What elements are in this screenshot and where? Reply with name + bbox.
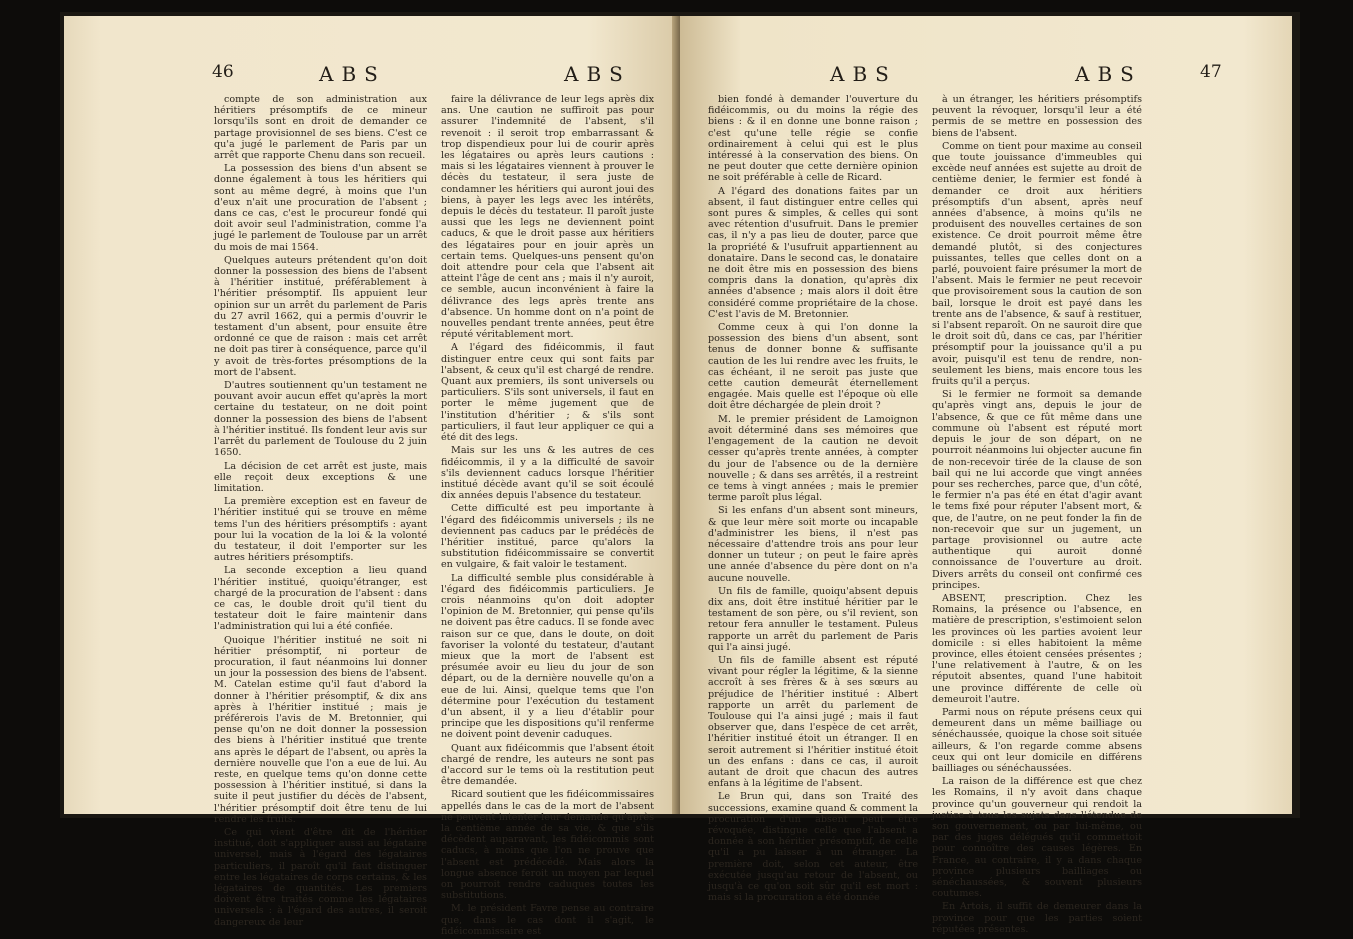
paragraph: Un fils de famille, quoiqu'absent depuis dix ans, doit être institué héritier par le testament de son père, ou s'il revient, son retour fera annuller le testament. Puleus rapporte un arrêt du parlement de Paris qui l'a ainsi jugé.	[708, 585, 918, 653]
paragraph: Quant aux fidéicommis que l'absent étoit chargé de rendre, les auteurs ne sont pas d'accord sur le tems où la restitution peut être demandée.	[441, 742, 654, 788]
right-page	[680, 16, 1292, 935]
text-column-1	[708, 94, 918, 937]
paragraph: La possession des biens d'un absent se donne également à tous les héritiers qui sont au même degré, à moins que l'un d'eux n'ait une procuration de l'absent ; dans ce cas, c'est le procureur fondé qui doit avoir seul l'administration, comme l'a jugé le parlement de Toulouse par un arrêt du mois de mai 1564.	[214, 163, 427, 253]
paragraph: bien fondé à demander l'ouverture du fidéicommis, ou du moins la régie des biens : & il en donne une bonne raison ; c'est qu'une telle régie se confie ordinairement à celui qui est le plus intéressé à la conservation des biens. On ne peut douter que cette dernière opinion ne soit préférable à celle de Ricard.	[708, 94, 918, 184]
paragraph: A l'égard des fidéicommis, il faut distinguer entre ceux qui sont faits par l'absent, & ceux qu'il est chargé de rendre. Quant aux premiers, ils sont universels ou particuliers. S'ils sont universels, il faut en porter le même jugement que de l'institution d'héritier ; & s'ils sont particuliers, il faut leur appliquer ce qui a été dit des legs.	[441, 342, 654, 444]
paragraph: Un fils de famille absent est réputé vivant pour régler la légitime, & la sienne accroît à ses frères & à ses sœurs au préjudice de l'héritier institué : Albert rapporte un arrêt du parlement de Toulouse qui l'a ainsi jugé ; mais il faut observer que, dans l'espèce de cet arrêt, l'héritier institué étoit un étranger. Il en seroit autrement si l'héritier institué étoit un des enfans : dans ce cas, il auroit autant de droit que chacun des autres enfans à la légitime de l'absent.	[708, 654, 918, 790]
paragraph: Le Brun qui, dans son Traité des successions, examine quand & comment la procuration d'un absent peut être révoquée, distingue celle que l'absent a donnée à son héritier présomptif, de celle qu'il a pu laisser à un étranger. La première doit, selon cet auteur, être exécutée jusqu'au retour de l'absent, ou jusqu'à ce qu'on soit sûr qu'il est mort : mais si la procuration a été donnée	[708, 791, 918, 904]
text-columns	[214, 94, 654, 939]
paragraph: La difficulté semble plus considérable à l'égard des fidéicommis particuliers. Je crois néanmoins qu'on doit adopter l'opinion de M. Bretonnier, qui pense qu'ils ne doivent pas être caducs. Il se fonde avec raison sur ce que, dans le doute, on doit favoriser la volonté du testateur, d'autant mieux que la mort de l'absent est présumée avoir eu lieu du jour de son départ, ou de la dernière nouvelle qu'on a eue de lui. Ainsi, quelque tems que l'on détermine pour l'exécution du testament d'un absent, il y a lieu d'établir pour principe que les dispositions qu'il renferme ne doivent point devenir caduques.	[441, 572, 654, 741]
paragraph: La raison de la différence est que chez les Romains, il n'y avoit dans chaque province qu'un gouverneur qui rendoit la justice à tous les sujets dans l'étendue de son gouvernement, ou par lui-même, ou par des juges délégués qu'il commettoit pour connoître des causes légères. En France, au contraire, il y a dans chaque province plusieurs bailliages ou sénéchaussées, & souvent plusieurs coutumes.	[932, 776, 1142, 900]
paragraph: Comme ceux à qui l'on donne la possession des biens d'un absent, sont tenus de donner bonne & suffisante caution de les lui rendre avec les fruits, le cas échéant, il ne seroit pas juste que cette caution demeurât éternellement engagée. Mais quelle est l'époque où elle doit être déchargée de plein droit ?	[708, 322, 918, 412]
paragraph: compte de son administration aux héritiers présomptifs de ce mineur lorsqu'ils sont en droit de demander ce partage provisionnel de ses biens. C'est ce qu'a jugé le parlement de Paris par un arrêt que rapporte Chenu dans son recueil.	[214, 94, 427, 162]
paragraph: à un étranger, les héritiers présomptifs peuvent la révoquer, lorsqu'il leur a été permis de se mettre en possession des biens de l'absent.	[932, 94, 1142, 139]
page-number: 47	[1200, 62, 1222, 82]
paragraph: D'autres soutiennent qu'un testament ne pouvant avoir aucun effet qu'après la mort certaine du testateur, on ne doit point donner la possession des biens de l'absent à l'héritier institué. Ils fondent leur avis sur l'arrêt du parlement de Toulouse du 2 juin 1650.	[214, 380, 427, 459]
paragraph: La décision de cet arrêt est juste, mais elle reçoit deux exceptions & une limitation.	[214, 460, 427, 494]
paragraph: Comme on tient pour maxime au conseil que toute jouissance d'immeubles qui excède neuf années est sujette au droit de centième denier, le fermier est fondé à demander ce droit aux héritiers présomptifs d'un absent, après neuf années d'absence, à moins qu'ils ne produisent des nouvelles certaines de son existence. Ce droit pourroit même être demandé plutôt, si des conjectures puissantes, telles que celles dont on a parlé, pouvoient faire présumer la mort de l'absent. Mais le fermier ne peut recevoir que provisoirement sous la caution de son bail, lorsque le droit est payé dans les trente ans de l'absence, & sauf à restituer, si l'absent reparoît. On ne sauroit dire que le droit soit dû, dans ce cas, par l'héritier présomptif pour la jouissance qu'il a pu avoir, puisqu'il est tenu de rendre, non-seulement les biens, mais encore tous les fruits qu'il a perçus.	[932, 140, 1142, 388]
paragraph: M. le président Favre pense au contraire que, dans le cas dont il s'agit, le fidéicommissaire est	[441, 903, 654, 937]
text-column-2	[932, 94, 1142, 937]
paragraph: En Artois, il suffit de demeurer dans la province pour que les parties soient réputées présentes.	[932, 901, 1142, 935]
paragraph: Si le fermier ne formoit sa demande qu'après vingt ans, depuis le jour de l'absence, & que ce fût même dans une commune où l'absent est réputé mort depuis le jour de son départ, on ne pourroit néanmoins lui objecter aucune fin de non-recevoir tirée de la clause de son bail qui ne lui accorde que vingt années pour ses recherches, parce que, d'un côté, le fermier n'a pas été en état d'agir avant le tems fixé pour réputer l'absent mort, & que, de l'autre, on ne peut fonder la fin de non-recevoir que sur un jugement, un partage provisionnel ou autre acte authentique qui auroit donné connoissance de l'ouverture au droit. Divers arrêts du conseil ont confirmé ces principes.	[932, 389, 1142, 591]
running-header-right: ABS	[1075, 62, 1142, 86]
paragraph: Ricard soutient que les fidéicommissaires appellés dans le cas de la mort de l'absent ne peuvent intenter leur demande qu'après la centième année de sa vie, & que s'ils décèdent auparavant, les fidéicommis sont caducs, à moins que l'on ne prouve que l'absent est prédécédé. Mais alors la longue absence feroit un moyen par lequel on pourroit rendre caduques toutes les substitutions.	[441, 789, 655, 902]
running-header-left: ABS	[830, 62, 897, 86]
paragraph: Si les enfans d'un absent sont mineurs, & que leur mère soit morte ou incapable d'administrer les biens, il n'est pas nécessaire d'attendre trois ans pour leur donner un tuteur ; on peut le faire après une année d'absence du père dont on n'a aucune nouvelle.	[708, 505, 918, 584]
paragraph: Mais sur les uns & les autres de ces fidéicommis, il y a la difficulté de savoir s'ils deviennent caducs lorsque l'héritier institué décède avant qu'il se soit écoulé dix années depuis l'absence du testateur.	[441, 445, 654, 502]
paragraph: La première exception est en faveur de l'héritier institué qui se trouve en même tems l'un des héritiers présomptifs : ayant pour lui la vocation de la loi & la volonté du testateur, il doit l'emporter sur les autres héritiers présomptifs.	[214, 496, 427, 564]
paragraph: Quelques auteurs prétendent qu'on doit donner la possession des biens de l'absent à l'héritier institué, préférablement à l'héritier présomptif. Ils appuient leur opinion sur un arrêt du parlement de Paris du 27 avril 1662, qui a permis d'ouvrir le testament d'un absent, pour ensuite être ordonné ce que de raison : mais cet arrêt ne doit pas tirer à conséquence, parce qu'il y avoit de très-fortes présomptions de la mort de l'absent.	[214, 254, 427, 378]
paragraph: Cette difficulté est peu importante à l'égard des fidéicommis universels ; ils ne deviennent pas caducs par le prédécès de l'héritier institué, parce qu'alors la substitution fidéicommissaire se convertit en vulgaire, & fait valoir le testament.	[441, 503, 654, 571]
paragraph: Quoique l'héritier institué ne soit ni héritier présomptif, ni porteur de procuration, il faut néanmoins lui donner un jour la possession des biens de l'absent. M. Catelan estime qu'il faut d'abord la donner à l'héritier présomptif, & dix ans après à l'héritier institué ; mais je préférerois l'avis de M. Bretonnier, qui pense qu'on ne doit donner la possession des biens à l'héritier institué que trente ans après le départ de l'absent, ou après la dernière nouvelle que l'on a eue de lui. Au reste, en quelque tems qu'on donne cette possession à l'héritier institué, si dans la suite il peut justifier du décès de l'absent, l'héritier présomptif doit être tenu de lui rendre les fruits.	[214, 634, 427, 825]
page-number: 46	[212, 62, 234, 82]
text-column-1	[214, 94, 427, 939]
paragraph: faire la délivrance de leur legs après dix ans. Une caution ne suffiroit pas pour assurer l'indemnité de l'absent, s'il revenoit : il seroit trop embarrassant & trop dispendieux pour lui de courir après les légataires ou après leurs cautions : mais si les légataires viennent à prouver le décès du testateur, il sera juste de condamner les héritiers qui auront joui des biens, à payer les legs avec les intérêts, depuis le décès du testateur. Il paroît juste aussi que les legs ne deviennent point caducs, & que le droit passe aux héritiers des légataires pour en jouir après un certain tems. Quelques-uns pensent qu'on doit attendre pour cela que l'absent ait atteint l'âge de cent ans ; mais il n'y auroit, ce semble, aucun inconvénient à faire la délivrance des legs après trente ans d'absence. Un homme dont on n'a point de nouvelles pendant trente années, peut être réputé véritablement mort.	[441, 94, 654, 341]
paragraph: Parmi nous on répute présens ceux qui demeurent dans un même bailliage ou sénéchaussée, quoique la chose soit située ailleurs, & l'on regarde comme absens ceux qui ont leur domicile en différens bailliages ou sénéchaussées.	[932, 706, 1142, 774]
paragraph: La seconde exception a lieu quand l'héritier institué, quoiqu'étranger, est chargé de la procuration de l'absent : dans ce cas, le double droit qu'il tient du testateur doit le faire maintenir dans l'administration qui lui a été confiée.	[214, 565, 427, 633]
paragraph: M. le premier président de Lamoignon avoit déterminé dans ses mémoires que l'engagement de la caution ne devoit cesser qu'après trente années, à compter du jour de l'absence ou de la dernière nouvelle ; & dans ses arrêtés, il a restreint ce tems à vingt années ; mais le premier terme paroît plus légal.	[708, 413, 918, 504]
left-page	[64, 16, 680, 937]
open-book	[60, 12, 1300, 937]
paragraph: A l'égard des donations faites par un absent, il faut distinguer entre celles qui sont pures & simples, & celles qui sont avec rétention d'usufruit. Dans le premier cas, il n'y a pas lieu de douter, parce que la propriété & l'usufruit appartiennent au donataire. Dans le second cas, le donataire ne doit être mis en possession des biens compris dans la donation, qu'après dix années d'absence ; mais alors il doit être considéré comme propriétaire de la chose. C'est l'avis de M. Bretonnier.	[708, 185, 918, 320]
text-columns	[708, 94, 1142, 937]
running-header-right: ABS	[564, 62, 631, 86]
paragraph: Ce qui vient d'être dit de l'héritier institué, doit s'appliquer aussi au légataire universel, mais à l'égard des légataires particuliers, il paroît qu'il faut distinguer entre les légataires de corps certains, & les légataires de quantités. Les premiers doivent être traités comme les légataires universels : à l'égard des autres, il seroit dangereux de leur	[214, 827, 427, 928]
paragraph: ABSENT, prescription. Chez les Romains, la présence ou l'absence, en matière de prescription, s'estimoient selon les provinces où les parties avoient leur domicile : si elles habitoient la même province, elles étoient censées présentes ; l'une relativement à l'autre, & on les réputoit absentes, quand l'une habitoit une province différente de celle où demeuroit l'autre.	[932, 592, 1142, 705]
text-column-2	[441, 94, 654, 939]
running-header-left: ABS	[319, 62, 386, 86]
